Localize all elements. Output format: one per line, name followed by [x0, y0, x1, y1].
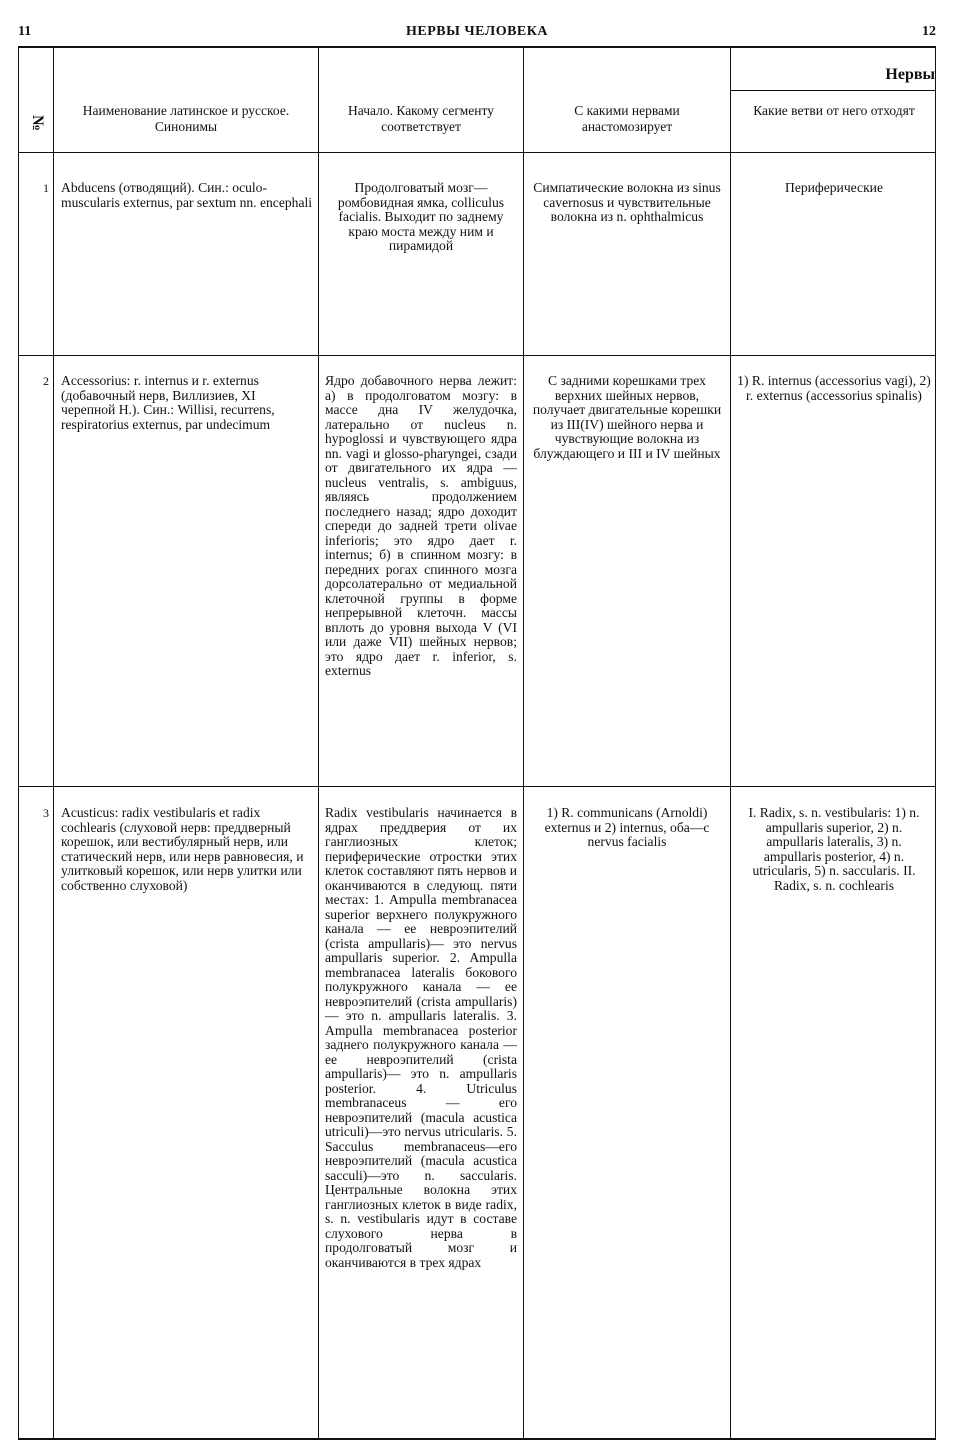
- column-divider: [53, 48, 54, 1438]
- row-divider: [19, 786, 935, 787]
- column-header-branches: Какие ветви от него отходят: [753, 103, 915, 118]
- row-name: Accessorius: r. internus и r. externus (добавочный нерв, Виллизиев, XI черепной Н.). Син.: Willisi, recurrens, respiratorius externus, par undecimum: [61, 373, 275, 432]
- row-branches: I. Radix, s. n. vestibularis: 1) n. ampullaris superior, 2) n. ampullaris lateralis, 3) n. ampullaris posterior, 4) n. utricularis, 5) n. saccularis. II. Radix, s. n. cochlearis: [748, 805, 920, 893]
- page-number-left: 11: [18, 24, 32, 39]
- row-origin: Продолговатый мозг—ромбовидная ямка, colliculus facialis. Выходит по заднему краю моста между ним и пирамидой: [337, 180, 505, 253]
- row-origin: Ядро добавочного нерва лежит: а) в продолговатом мозгу: в массе дна IV желудочка, латерально от nucleus n. hypoglossi и чувствующего ядра nn. vagi и glosso-pharyngei, сзади от двигательного их ядра — nucleus ventralis, s. ambiguus, являясь продолжением последнего назад; ядро доходит спереди до задней трети olivae inferioris; это ядро дает r. internus; б) в спинном мозгу: в передних рогах спинного мозга дорсолатерально от медиальной клеточной группы в форме непрерывной клеточн. массы вплоть до уровня выхода V (VI или даже VII) шейных нервов; это ядро дает r. inferior, s. externus: [325, 373, 517, 678]
- header-rule: [19, 152, 935, 153]
- row-branches: Периферические: [785, 180, 883, 195]
- column-header-number: №: [29, 114, 46, 132]
- row-branches: 1) R. internus (accessorius vagi), 2) r. externus (accessorius spinalis): [737, 373, 931, 403]
- column-divider: [318, 48, 319, 1438]
- row-divider: [19, 355, 935, 356]
- row-name: Abducens (отводящий). Син.: oculo-muscularis externus, par sextum nn. encephali: [61, 180, 313, 210]
- page-title: НЕРВЫ ЧЕЛОВЕКА: [405, 24, 549, 39]
- column-divider: [730, 48, 731, 1438]
- row-anastomoses: Симпатические волокна из sinus cavernosus и чувствительные волокна из n. ophthalmicus: [533, 180, 721, 224]
- page-header: [18, 22, 936, 44]
- column-divider: [523, 48, 524, 1438]
- row-number: 2: [43, 374, 49, 388]
- row-origin: Radix vestibularis начинается в ядрах преддверия от их ганглиозных клеток; периферические отростки этих клеток составляют пять нервов и оканчиваются в следующ. пяти местах: 1. Ampulla membranacea superior верхнего полукружного канала — ее невроэпителий (crista ampullaris)— это nervus ampullaris superior. 2. Ampulla membranacea lateralis бокового полукружного канала — ее невроэпителий (crista ampullaris)— это n. ampullaris lateralis. 3. Ampulla membranacea posterior заднего полукружного канала — ее невроэпителий (crista ampullaris)— это n. ampullaris posterior. 4. Utriculus membranaceus — его невроэпителий (macula acustica utriculi)—это nervus utricularis. 5. Sacculus membranaceus—его невроэпителий (macula acustica sacculi)—это n. saccularis. Центральные волокна этих ганглиозных клеток в виде radix, s. n. vestibularis идут в составе слухового нерва в продолговатый мозг и оканчиваются в трех ядрах: [325, 805, 517, 1270]
- row-name: Acusticus: radix vestibularis et radix cochlearis (слуховой нерв: преддверный корешок, или вестибулярный нерв, или статический нерв, или нерв равновесия, и улитковый корешок, или нерв улитки или собственно слуховой): [61, 805, 304, 893]
- column-header-anastomoses: С какими нервами анастомозирует: [574, 103, 680, 134]
- page-number-right: 12: [922, 24, 936, 39]
- row-number: 1: [43, 181, 49, 195]
- column-header-name: Наименование латинское и русское. Синонимы: [82, 103, 290, 134]
- row-anastomoses: С задними корешками трех верхних шейных нервов, получает двигательные корешки из III(IV) шейного нерва и чувствующие волокна из блуждающего и III и IV шейных: [532, 373, 722, 461]
- column-header-origin: Начало. Какому сегменту соответствует: [348, 103, 494, 134]
- nerves-table: [18, 46, 936, 1440]
- row-anastomoses: 1) R. communicans (Arnoldi) externus и 2) internus, оба—с nervus facialis: [544, 805, 710, 849]
- group-header-rule: [730, 90, 935, 91]
- row-number: 3: [43, 806, 49, 820]
- group-header-nerves: Нервы: [885, 66, 935, 83]
